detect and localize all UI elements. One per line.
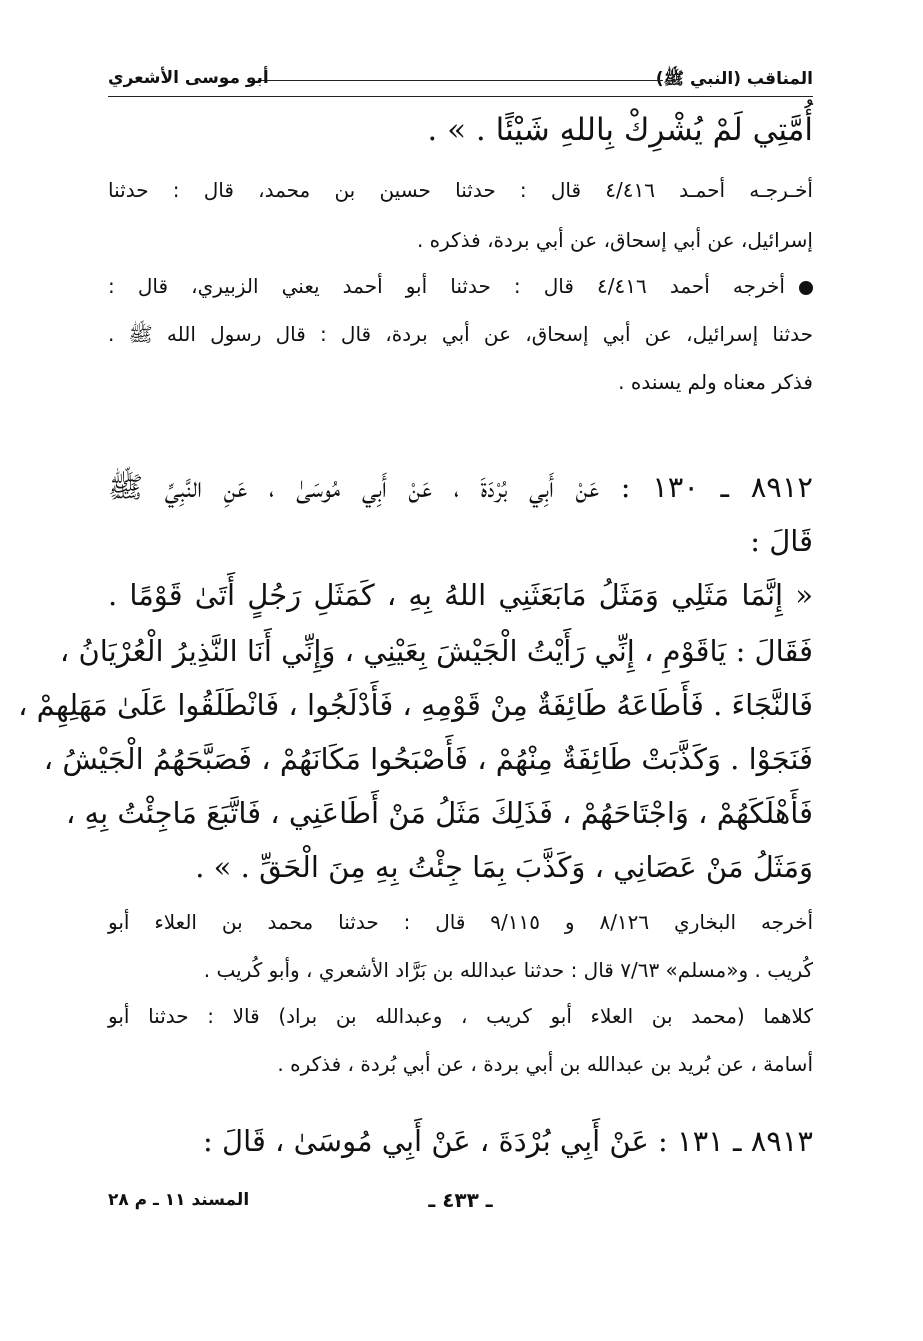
hadith-text-line: أُمَّتِي لَمْ يُشْرِكْ بِاللهِ شَيْئًا . » . bbox=[427, 112, 813, 148]
header-chapter: المناقب (النبي ﷺ) bbox=[655, 69, 813, 89]
header-subject: أبو موسى الأشعري bbox=[108, 68, 269, 88]
takhrij-line: فذكر معناه ولم يسنده . bbox=[618, 370, 813, 394]
takhrij-line: أخرجه البخاري ٨/١٢٦ و ٩/١١٥ قال : حدثنا محمد بن العلاء أبو bbox=[108, 910, 813, 934]
hadith-text-line: فَقَالَ : يَاقَوْمِ ، إِنِّي رَأَيْتُ الْجَيْشَ بِعَيْنِي ، وَإِنِّي أَنَا النَّذِيرُ الْعُرْيَانُ ، bbox=[59, 634, 813, 668]
page-footer bbox=[108, 1188, 813, 1218]
takhrij-text: أخرجه أحمد ٤/٤١٦ قال : حدثنا أبو أحمد يعني الزبيري، قال : bbox=[108, 274, 785, 298]
takhrij-line: كلاهما (محمد بن العلاء أبو كريب ، وعبدالله بن براد) قالا : حدثنا أبو bbox=[108, 1004, 813, 1028]
hadith-text-line: « إِنَّمَا مَثَلِي وَمَثَلُ مَابَعَثَنِي اللهُ بِهِ ، كَمَثَلِ رَجُلٍ أَتَىٰ قَوْمًا . bbox=[108, 578, 813, 612]
hadith-text-line: وَمَثَلُ مَنْ عَصَانِي ، وَكَذَّبَ بِمَا جِئْتُ بِهِ مِنَ الْحَقِّ . » . bbox=[195, 850, 813, 884]
bullet-icon bbox=[785, 274, 813, 298]
takhrij-line: أسامة ، عن بُريد بن عبدالله بن أبي بردة ، عن أبي بُردة ، فذكره . bbox=[277, 1052, 813, 1076]
page-number: ـ ٤٣٣ ـ bbox=[428, 1188, 493, 1212]
hadith-text-line: فَالنَّجَاءَ . فَأَطَاعَهُ طَائِفَةٌ مِنْ قَوْمِهِ ، فَأَدْلَجُوا ، فَانْطَلَقُوا عَلَىٰ مَهَلِهِمْ ، bbox=[18, 688, 813, 722]
takhrij-line: إسرائيل، عن أبي إسحاق، عن أبي بردة، فذكره . bbox=[416, 228, 813, 252]
running-header bbox=[108, 62, 813, 97]
hadith-text-line: قَالَ : bbox=[750, 524, 813, 558]
takhrij-line: حدثنا إسرائيل، عن أبي إسحاق، عن أبي بردة، قال : قال رسول الله ﷺ . bbox=[108, 322, 813, 346]
header-rule bbox=[258, 80, 663, 81]
takhrij-line bbox=[108, 274, 813, 298]
takhrij-line: أخـرجـه أحمـد ٤/٤١٦ قال : حدثنا حسين بن محمد، قال : حدثنا bbox=[108, 178, 813, 202]
hadith-heading: ٨٩١٢ ـ ١٣٠ : عَنْ أَبِي بُرْدَةَ ، عَنْ أَبِي مُوسَىٰ ، عَنِ النَّبِيِّ ﷺ bbox=[108, 470, 813, 504]
hadith-heading: ٨٩١٣ ـ ١٣١ : عَنْ أَبِي بُرْدَةَ ، عَنْ أَبِي مُوسَىٰ ، قَالَ : bbox=[203, 1124, 813, 1158]
signature-mark: المسند ١١ ـ م ٢٨ bbox=[108, 1190, 250, 1210]
takhrij-line: كُريب . و«مسلم» ٧/٦٣ قال : حدثنا عبدالله بن بَرَّاد الأشعري ، وأبو كُريب . bbox=[203, 958, 813, 982]
hadith-text-line: فَأَهْلَكَهُمْ ، وَاجْتَاحَهُمْ ، فَذَلِكَ مَثَلُ مَنْ أَطَاعَنِي ، فَاتَّبَعَ مَاجِئْتُ بِهِ ، bbox=[65, 796, 813, 830]
hadith-text-line: فَنَجَوْا . وَكَذَّبَتْ طَائِفَةٌ مِنْهُمْ ، فَأَصْبَحُوا مَكَانَهُمْ ، فَصَبَّحَهُمُ الْجَيْشُ ، bbox=[43, 742, 813, 776]
